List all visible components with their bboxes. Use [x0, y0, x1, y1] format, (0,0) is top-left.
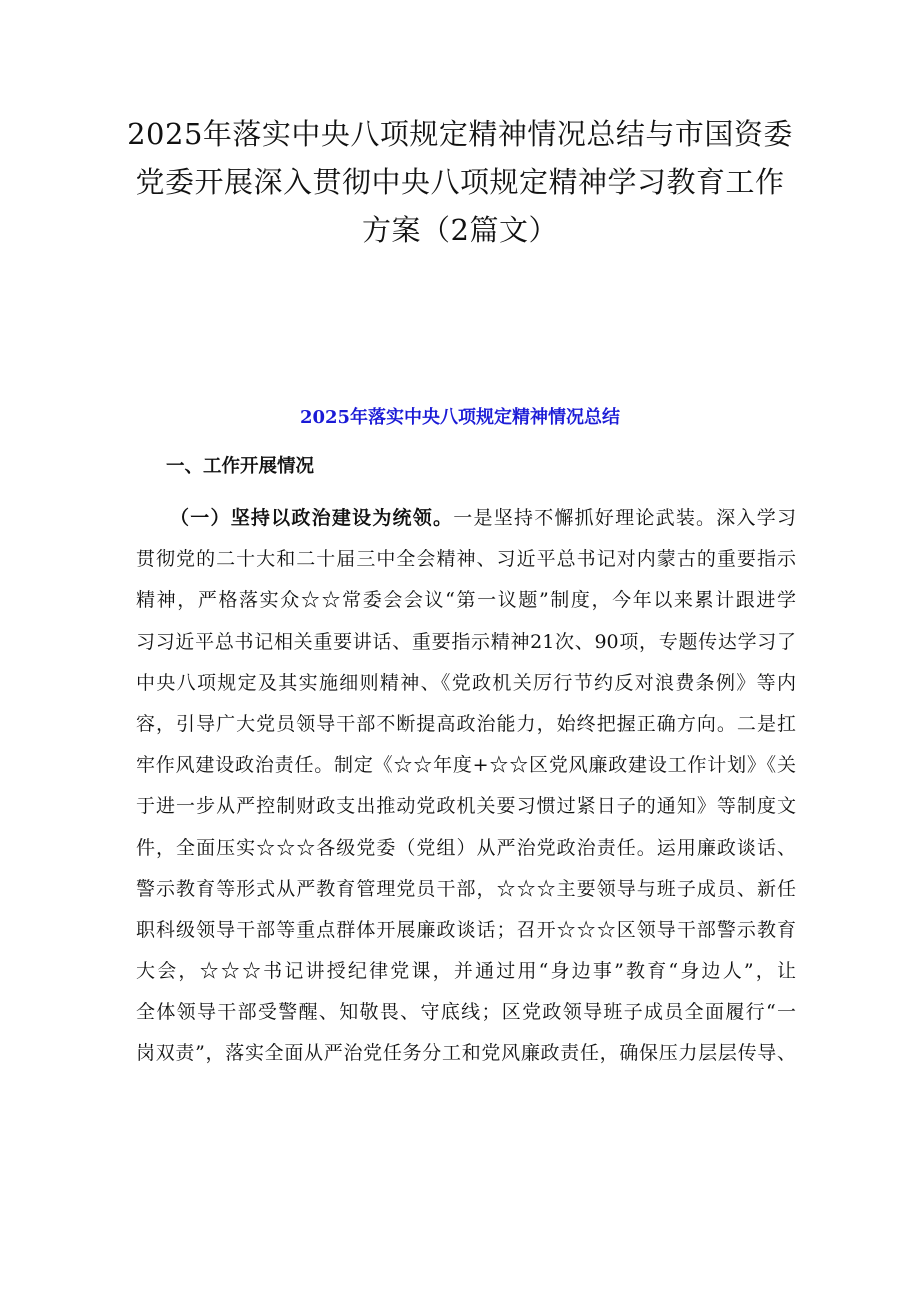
- heading-work-status: 一、工作开展情况: [166, 456, 315, 477]
- section-title: 2025年落实中央八项规定精神情况总结: [299, 407, 621, 428]
- title-line-3: 方案（2篇文）: [362, 213, 558, 247]
- paragraph-line: 全体领导干部受警醒、知敬畏、守底线；区党政领导班子成员全面履行“一: [136, 1001, 796, 1024]
- paragraph-line: 于进一步从严控制财政支出推动党政机关要习惯过紧日子的通知》等制度文: [136, 795, 796, 818]
- body-paragraph: [136, 498, 796, 1075]
- title-line-2: 党委开展深入贯彻中央八项规定精神学习教育工作: [135, 165, 785, 199]
- paragraph-line: 牢作风建设政治责任。制定《☆☆年度+☆☆区党风廉政建设工作计划》《关: [136, 754, 796, 777]
- paragraph-line: 精神，严格落实众☆☆常委会会议“第一议题”制度，今年以来累计跟进学: [136, 589, 796, 612]
- paragraph-line: 大会，☆☆☆书记讲授纪律党课，并通过用“身边事”教育“身边人”，让: [136, 960, 796, 983]
- paragraph-line: 警示教育等形式从严教育管理党员干部，☆☆☆主要领导与班子成员、新任: [136, 877, 796, 900]
- paragraph-line: [136, 498, 796, 539]
- paragraph-line: 岗双责”，落实全面从严治党任务分工和党风廉政责任，确保压力层层传导、: [136, 1042, 796, 1065]
- document-title: [120, 110, 800, 254]
- paragraph-line: 职科级领导干部等重点群体开展廉政谈话；召开☆☆☆区领导干部警示教育: [136, 918, 796, 941]
- paragraph-line: 贯彻党的二十大和二十届三中全会精神、习近平总书记对内蒙古的重要指示: [136, 548, 796, 571]
- paragraph-line: 习习近平总书记相关重要讲话、重要指示精神21次、90项，专题传达学习了: [136, 630, 796, 653]
- paragraph-line: 件，全面压实☆☆☆各级党委（党组）从严治党政治责任。运用廉政谈话、: [136, 836, 796, 859]
- paragraph-lead: （一）坚持以政治建设为统领。: [170, 507, 454, 529]
- paragraph-line-text: 一是坚持不懈抓好理论武装。深入学习: [453, 507, 796, 529]
- title-line-1: 2025年落实中央八项规定精神情况总结与市国资委: [127, 117, 793, 151]
- paragraph-line: 容，引导广大党员领导干部不断提高政治能力，始终把握正确方向。二是扛: [136, 712, 796, 735]
- paragraph-line: 中央八项规定及其实施细则精神、《党政机关厉行节约反对浪费条例》等内: [136, 671, 796, 694]
